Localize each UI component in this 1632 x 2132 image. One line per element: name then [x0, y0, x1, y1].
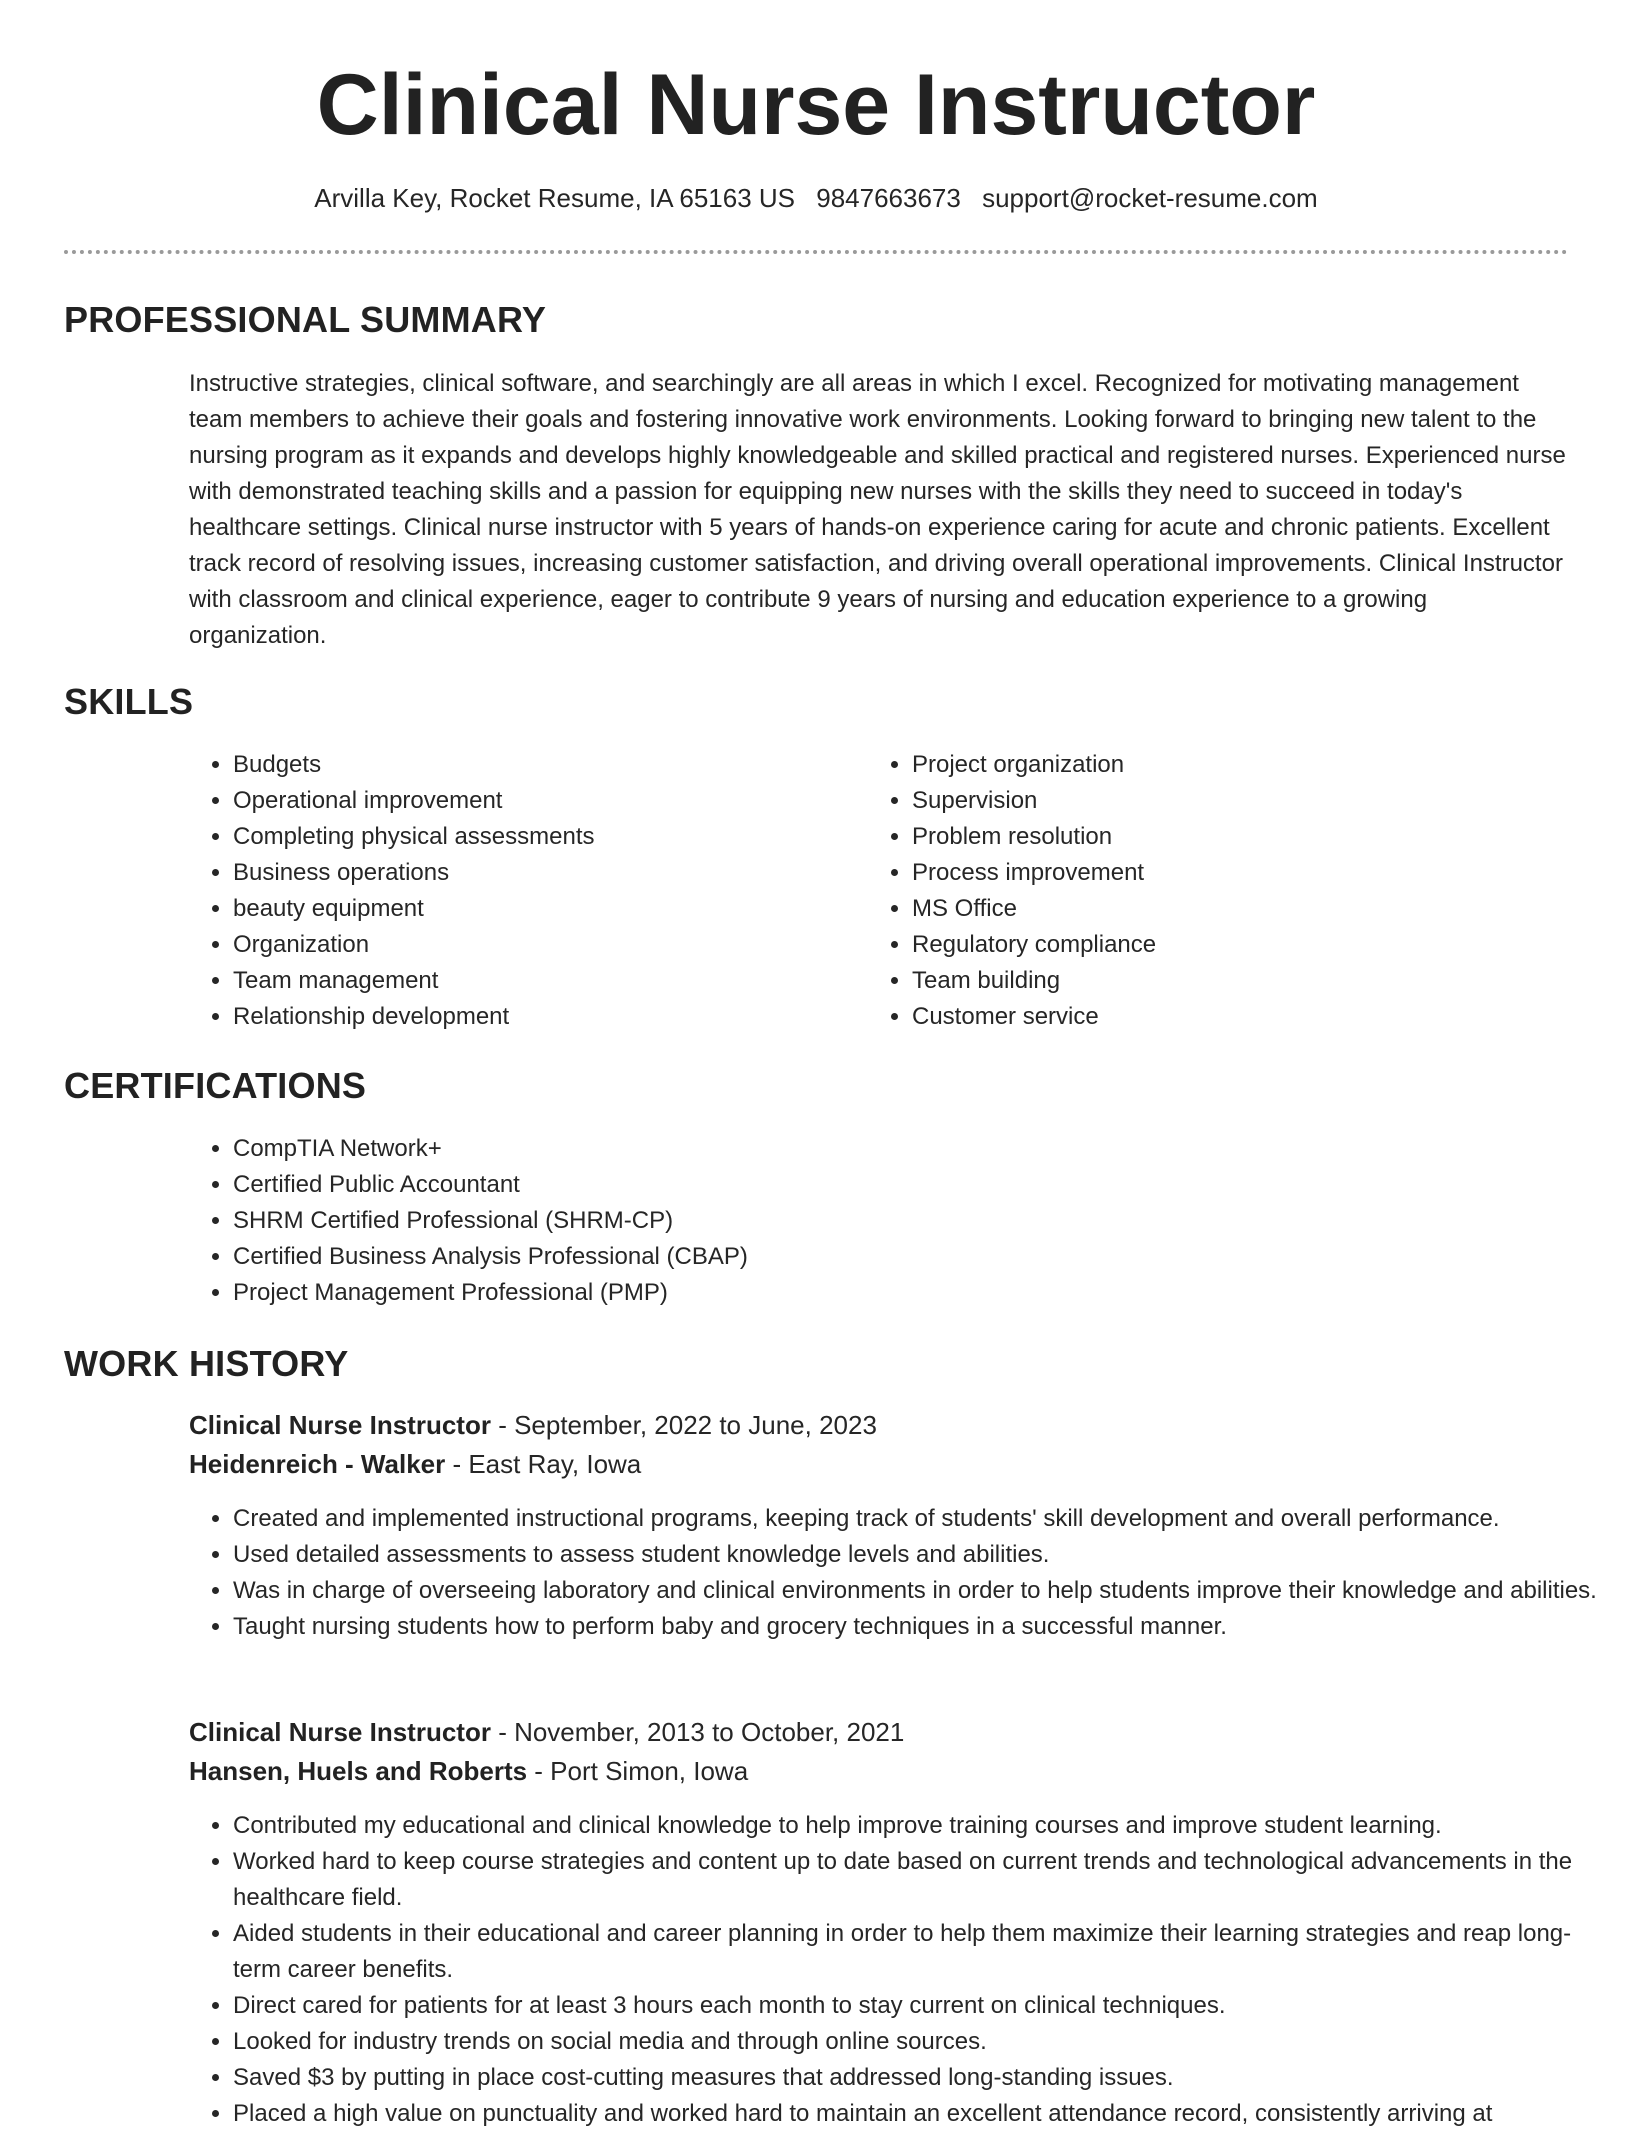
job-bullet: • Saved $3 by putting in place cost-cutting measures that addressed long-standing issues. [233, 2060, 1613, 2096]
skill-item: • Supervision [912, 783, 1512, 819]
skill-item: • Team management [233, 963, 833, 999]
job-company-line [189, 1445, 641, 1483]
skill-item: • Process improvement [912, 855, 1512, 891]
job-bullet: • Direct cared for patients for at least 3 hours each month to stay current on clinical techniques. [233, 1988, 1613, 2024]
contact-line [0, 180, 1632, 216]
job-bullet: • Taught nursing students how to perform baby and grocery techniques in a successful manner. [233, 1609, 1613, 1645]
summary-heading: PROFESSIONAL SUMMARY [64, 299, 547, 340]
contact-address: Arvilla Key, Rocket Resume, IA 65163 US [314, 183, 796, 213]
skill-item: • Organization [233, 927, 833, 963]
job-bullet: • Placed a high value on punctuality and worked hard to maintain an excellent attendance record, consistently arriving at [233, 2096, 1613, 2132]
job-bullet: • Was in charge of overseeing laboratory and clinical environments in order to help students improve their knowledge and abilities. [233, 1573, 1613, 1609]
job-location: - Port Simon, Iowa [527, 1756, 749, 1786]
skill-item: • Team building [912, 963, 1512, 999]
skill-item: • Customer service [912, 999, 1512, 1035]
skill-item: • Budgets [233, 747, 833, 783]
job-location: - East Ray, Iowa [445, 1449, 642, 1479]
work-history-heading: WORK HISTORY [64, 1343, 349, 1384]
job-bullet: • Worked hard to keep course strategies and content up to date based on current trends and technological advancements in the healthcare field. [233, 1844, 1613, 1916]
skill-item: • Operational improvement [233, 783, 833, 819]
skill-item: • Regulatory compliance [912, 927, 1512, 963]
job-company: Heidenreich - Walker [189, 1449, 446, 1479]
job-bullet: • Aided students in their educational and career planning in order to help them maximize their learning strategies and reap long-term career benefits. [233, 1916, 1613, 1988]
skill-item: • Business operations [233, 855, 833, 891]
skill-item: • MS Office [912, 891, 1512, 927]
contact-phone: 9847663673 [816, 183, 961, 213]
certification-item: • Project Management Professional (PMP) [233, 1275, 1533, 1311]
job-title-line [189, 1713, 904, 1751]
job-bullets [189, 1501, 1613, 1645]
job-title: Clinical Nurse Instructor [189, 1410, 491, 1440]
skill-item: • Relationship development [233, 999, 833, 1035]
resume-title: Clinical Nurse Instructor [316, 57, 1316, 153]
certifications-heading: CERTIFICATIONS [64, 1065, 367, 1106]
skill-item: • Project organization [912, 747, 1512, 783]
job-bullet: • Used detailed assessments to assess student knowledge levels and abilities. [233, 1537, 1613, 1573]
skill-item: • beauty equipment [233, 891, 833, 927]
job-dates: - September, 2022 to June, 2023 [490, 1410, 877, 1440]
job-dates: - November, 2013 to October, 2021 [490, 1717, 905, 1747]
job-title: Clinical Nurse Instructor [189, 1717, 491, 1747]
job-company: Hansen, Huels and Roberts [189, 1756, 528, 1786]
skill-item: • Completing physical assessments [233, 819, 833, 855]
certification-item: • Certified Business Analysis Professional (CBAP) [233, 1239, 1533, 1275]
certification-item: • CompTIA Network+ [233, 1131, 1533, 1167]
contact-email: support@rocket-resume.com [982, 183, 1318, 213]
header-divider [64, 250, 1568, 254]
summary-text: Instructive strategies, clinical software, and searchingly are all areas in which I excel. Recognized for motivating management team members to achieve their goals and fostering innovative work environments. Looking forward to bringing new talent to the nursing program as it expands and develops highly knowledgeable and skilled practical and registered nurses. Experienced nurse with demonstrated teaching skills and a passion for equipping new nurses with the skills they need to succeed in today's healthcare settings. Clinical nurse instructor with 5 years of hands-on experience caring for acute and chronic patients. Excellent track record of resolving issues, increasing customer satisfaction, and driving overall operational improvements. Clinical Instructor with classroom and clinical experience, eager to contribute 9 years of nursing and education experience to a growing organization. [189, 370, 1566, 649]
skill-item: • Problem resolution [912, 819, 1512, 855]
skills-list-left [189, 747, 833, 1035]
job-title-line [189, 1406, 877, 1444]
job-company-line [189, 1752, 748, 1790]
certifications-list [189, 1131, 1533, 1311]
skills-list-right [868, 747, 1512, 1035]
job-bullets [189, 1808, 1613, 2132]
job-bullet: • Created and implemented instructional programs, keeping track of students' skill development and overall performance. [233, 1501, 1613, 1537]
certification-item: • SHRM Certified Professional (SHRM-CP) [233, 1203, 1533, 1239]
certification-item: • Certified Public Accountant [233, 1167, 1533, 1203]
job-bullet: • Looked for industry trends on social media and through online sources. [233, 2024, 1613, 2060]
skills-heading: SKILLS [64, 681, 194, 722]
job-bullet: • Contributed my educational and clinical knowledge to help improve training courses and improve student learning. [233, 1808, 1613, 1844]
